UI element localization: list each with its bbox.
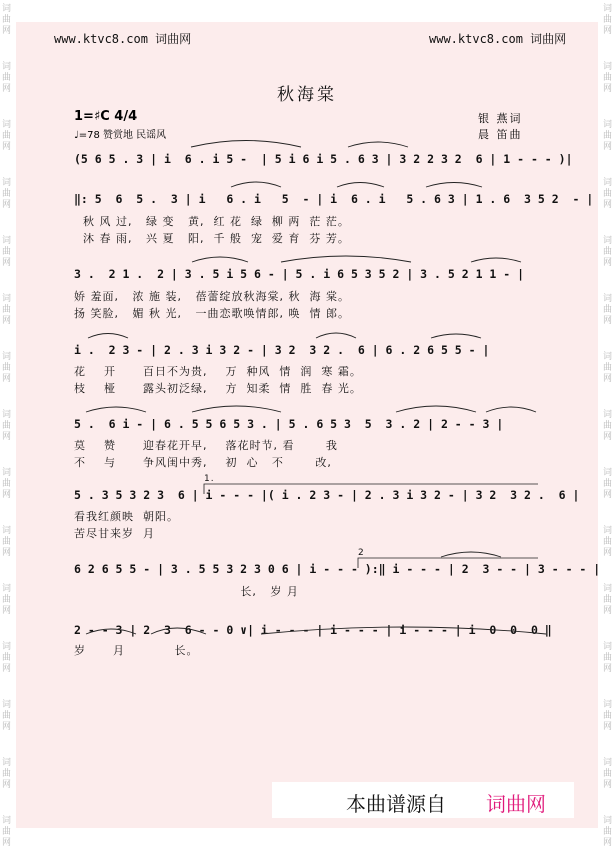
lyric-line: 娇 羞面, 浓 施 装, 蓓蕾绽放秋海棠, 秋 海 棠。 bbox=[74, 290, 350, 303]
lyric-line: 长, 岁 月 bbox=[74, 585, 299, 598]
slur-mark bbox=[191, 141, 301, 148]
watermark-text: 词曲网 bbox=[2, 700, 12, 732]
watermark-text: 词曲网 bbox=[603, 120, 613, 152]
lyric-line: 莫 赞 迎春花开早, 落花时节, 看 我 bbox=[74, 439, 338, 452]
composer-credit: 晨 笛曲 bbox=[478, 128, 523, 141]
slur-mark bbox=[316, 333, 356, 338]
site-header-left[interactable] bbox=[54, 30, 191, 47]
watermark-text: 词曲网 bbox=[603, 642, 613, 674]
lyric-line: 扬 笑脸, 媚 秋 光, 一曲恋歌唤情郎, 唤 情 郎。 bbox=[74, 307, 350, 320]
watermark-text: 词曲网 bbox=[2, 4, 12, 36]
site-url[interactable]: www.ktvc8.com bbox=[54, 32, 148, 46]
slur-mark bbox=[337, 183, 384, 188]
lyric-line: 不 与 争风闺中秀, 初 心 不 改, bbox=[74, 456, 332, 469]
score-row-5: 5 . 3 5 3 2 3 6 | i - - - |( i . 2 3 - | 2 . 3 i 3 2 - | 3 2 3 2 . 6 | bbox=[74, 488, 580, 502]
lyric-line: 岁 月 长。 bbox=[74, 644, 199, 657]
score-row-7: 2 - - 3 | 2 3 6 - - 0 ∨| i - - - | i - - - | i - - - | i 0 0 0 ‖ bbox=[74, 623, 552, 637]
watermark-text: 词曲网 bbox=[603, 410, 613, 442]
watermark-text: 词曲网 bbox=[2, 178, 12, 210]
tempo-marking: ♩=78 赞赏地 民谣风 bbox=[74, 130, 167, 141]
song-title: 秋海棠 bbox=[277, 85, 337, 105]
footer-brand[interactable]: 词曲网 bbox=[486, 792, 546, 816]
site-url[interactable]: www.ktvc8.com bbox=[429, 32, 523, 46]
watermark-text: 词曲网 bbox=[2, 294, 12, 326]
watermark-text: 词曲网 bbox=[2, 584, 12, 616]
slur-mark bbox=[396, 406, 476, 412]
lyric-line: 花 开 百日不为贵, 万 种风 情 润 寒 霜。 bbox=[74, 365, 362, 378]
slur-mark bbox=[192, 257, 248, 262]
footer-text: 本曲谱源自 bbox=[346, 792, 446, 816]
score-row-intro: (5 6 5 . 3 | i 6 . i 5 - | 5 i 6 i 5 . 6 3 | 3 2 2 3 2 6 | 1 - - - )| bbox=[74, 152, 573, 166]
watermark-text: 词曲网 bbox=[603, 4, 613, 36]
slur-mark bbox=[192, 406, 281, 412]
watermark-text: 词曲网 bbox=[2, 62, 12, 94]
score-row-2: 3 . 2 1 . 2 | 3 . 5 i 5 6 - | 5 . i 6 5 3 5 2 | 3 . 5 2 1 1 - | bbox=[74, 267, 525, 281]
slur-mark bbox=[431, 334, 481, 338]
watermark-text: 词曲网 bbox=[2, 468, 12, 500]
watermark-text: 词曲网 bbox=[2, 120, 12, 152]
site-brand[interactable]: 词曲网 bbox=[530, 32, 567, 46]
slur-mark bbox=[426, 183, 482, 188]
lyric-line: 苦尽甘来岁 月 bbox=[74, 527, 155, 540]
site-brand[interactable]: 词曲网 bbox=[155, 32, 192, 46]
score-page bbox=[16, 22, 601, 828]
watermark-text: 词曲网 bbox=[603, 700, 613, 732]
score-row-6: 6 2 6 5 5 - | 3 . 5 5 3 2 3 0 6 | i - - - ):‖ i - - - | 2 3 - - | 3 - - - | bbox=[74, 562, 601, 576]
key-signature: 1=♯C 4/4 bbox=[74, 109, 138, 124]
lyric-line: 沐 春 雨, 兴 夏 阳, 千 般 宠 爱 育 芬 芳。 bbox=[74, 232, 350, 245]
watermark-text: 词曲网 bbox=[603, 816, 613, 848]
watermark-text: 词曲网 bbox=[603, 584, 613, 616]
source-footer bbox=[272, 782, 574, 818]
score-row-1: ‖: 5 6 5 . 3 | i 6 . i 5 - | i 6 . i 5 . 6 3 | 1 . 6 3 5 2 - | bbox=[74, 192, 594, 206]
score-row-3: i . 2 3 - | 2 . 3 i 3 2 - | 3 2 3 2 . 6 | 6 . 2 6 5 5 - | bbox=[74, 343, 490, 357]
watermark-text: 词曲网 bbox=[603, 236, 613, 268]
slur-mark bbox=[88, 334, 128, 339]
watermark-text: 词曲网 bbox=[603, 62, 613, 94]
lyric-line: 枝 桠 露头初泛绿, 方 知柔 情 胜 春 光。 bbox=[74, 382, 362, 395]
volta-1-mark: 1. bbox=[204, 474, 215, 484]
watermark-text: 词曲网 bbox=[603, 294, 613, 326]
watermark-text: 词曲网 bbox=[603, 758, 613, 790]
left-margin-watermark bbox=[0, 0, 14, 850]
watermark-text: 词曲网 bbox=[603, 468, 613, 500]
watermark-text: 词曲网 bbox=[2, 642, 12, 674]
watermark-text: 词曲网 bbox=[2, 352, 12, 384]
lyricist-credit: 银 燕词 bbox=[478, 112, 523, 125]
slur-mark bbox=[486, 407, 536, 412]
volta-2-mark: 2 bbox=[358, 548, 365, 558]
slur-mark bbox=[231, 182, 281, 187]
lyric-line: 秋 风 过, 绿 变 黄, 红 花 绿 柳 两 茫 茫。 bbox=[74, 215, 350, 228]
watermark-text: 词曲网 bbox=[603, 178, 613, 210]
slur-mark bbox=[281, 256, 411, 262]
site-header-right[interactable] bbox=[429, 30, 566, 47]
watermark-text: 词曲网 bbox=[2, 526, 12, 558]
watermark-text: 词曲网 bbox=[2, 410, 12, 442]
watermark-text: 词曲网 bbox=[2, 758, 12, 790]
watermark-text: 词曲网 bbox=[2, 816, 12, 848]
score-row-4: 5 . 6 i - | 6 . 5 5 6 5 3 . | 5 . 6 5 3 5 3 . 2 | 2 - - 3 | bbox=[74, 417, 504, 431]
slur-mark bbox=[86, 407, 146, 412]
watermark-text: 词曲网 bbox=[2, 236, 12, 268]
lyric-line: 看我红颜映 朝阳。 bbox=[74, 510, 179, 523]
watermark-text: 词曲网 bbox=[603, 352, 613, 384]
slur-mark bbox=[471, 258, 521, 262]
slur-mark bbox=[348, 142, 408, 147]
watermark-text: 词曲网 bbox=[603, 526, 613, 558]
